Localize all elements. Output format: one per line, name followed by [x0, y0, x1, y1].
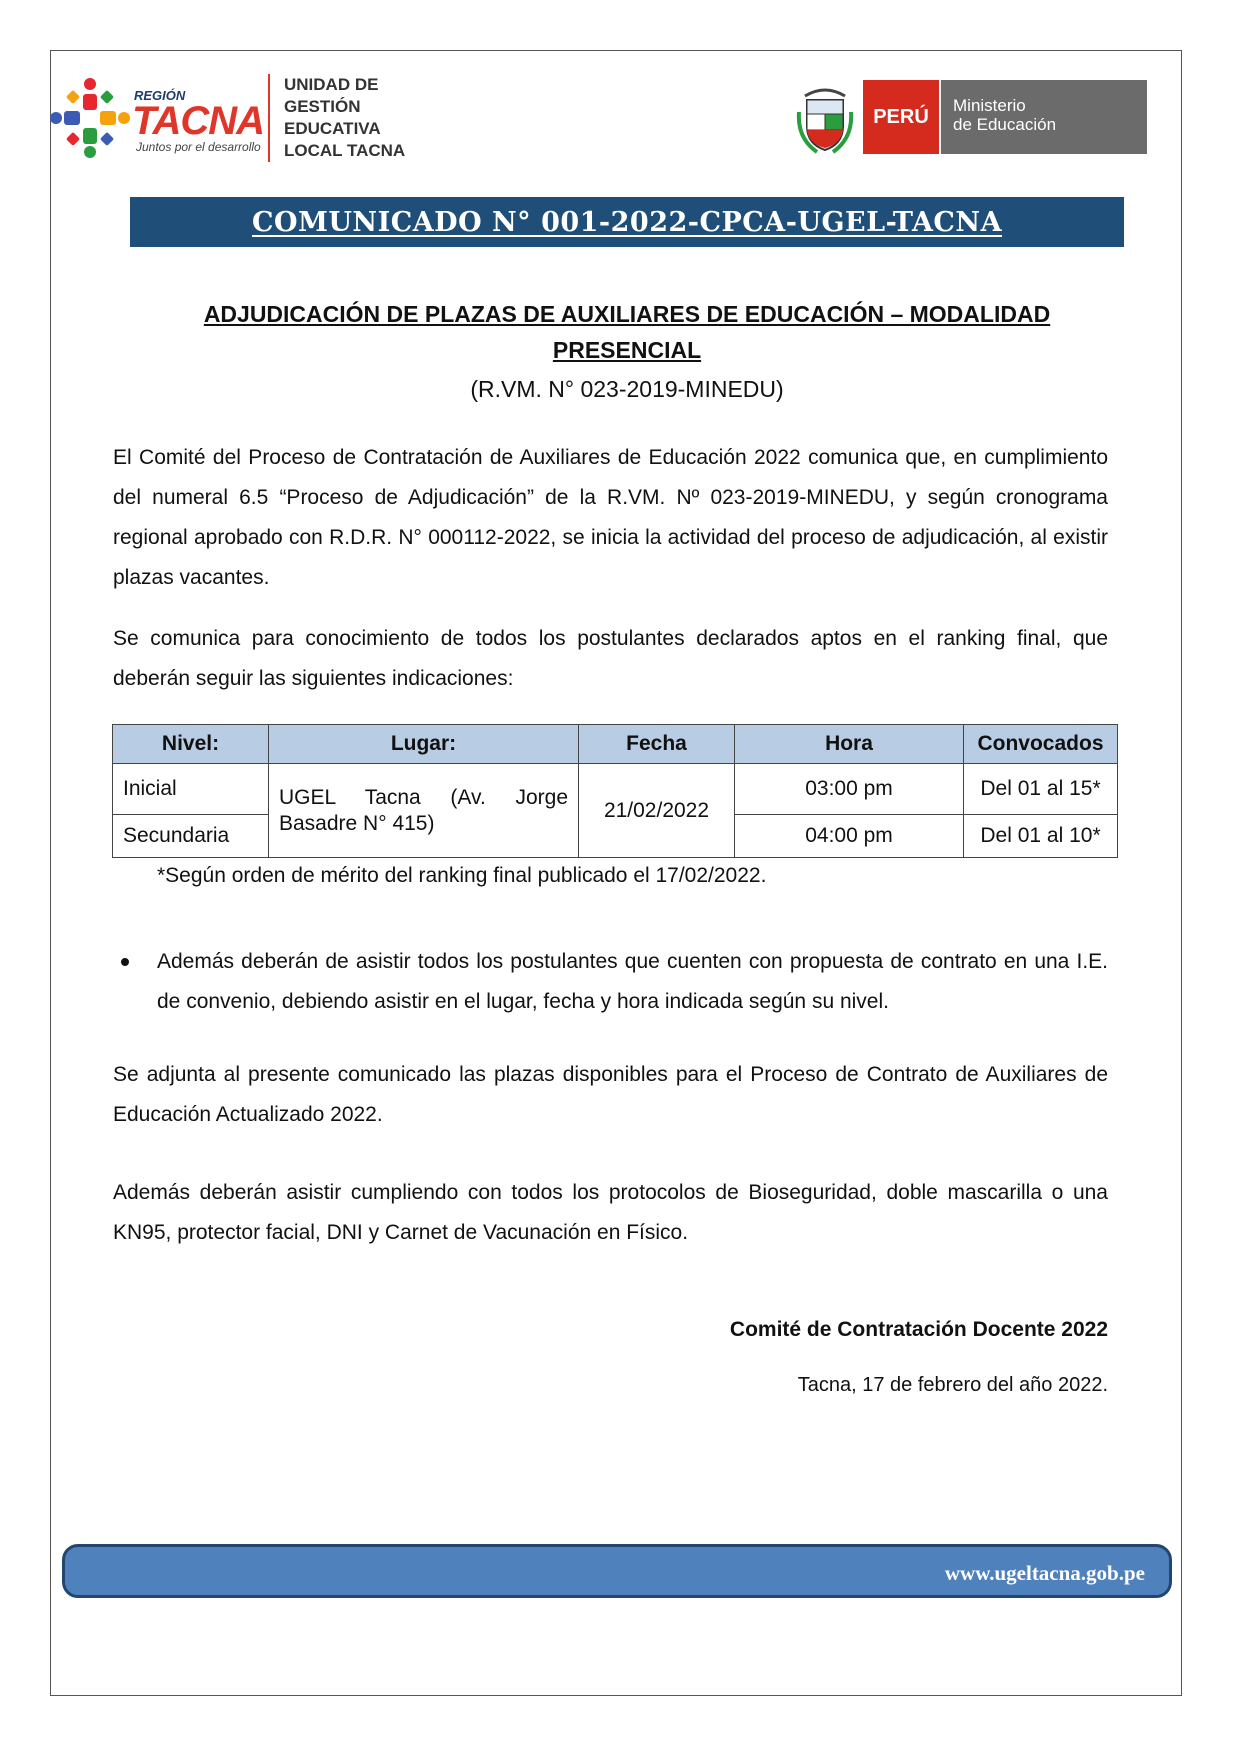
document-subtitle — [130, 296, 1124, 368]
convocados-cell: Del 01 al 15* — [964, 764, 1118, 815]
header-convocados: Convocados — [964, 725, 1118, 764]
nivel-cell: Secundaria — [113, 815, 269, 858]
table-header-row — [113, 725, 1118, 764]
peru-label: PERÚ — [863, 80, 939, 154]
table-footnote: *Según orden de mérito del ranking final publicado el 17/02/2022. — [157, 864, 767, 887]
hora-cell: 03:00 pm — [735, 764, 964, 815]
website-link[interactable]: www.ugeltacna.gob.pe — [944, 1561, 1145, 1585]
hora-cell: 04:00 pm — [735, 815, 964, 858]
convocados-cell: Del 01 al 10* — [964, 815, 1118, 858]
title-banner — [130, 197, 1124, 247]
notice-paragraph: Se comunica para conocimiento de todos los postulantes declarados aptos en el ranking final, que deberán seguir las siguientes indicaciones: — [113, 627, 1108, 690]
minedu-logo — [795, 78, 1145, 154]
place-date: Tacna, 17 de febrero del año 2022. — [797, 1374, 1108, 1396]
header-lugar: Lugar: — [269, 725, 579, 764]
bullet-icon — [121, 958, 129, 966]
region-label: REGIÓN — [134, 88, 186, 103]
ugel-name: UNIDAD DE GESTIÓN EDUCATIVA LOCAL TACNA — [284, 75, 406, 160]
subtitle-line-1: ADJUDICACIÓN DE PLAZAS DE AUXILIARES DE EDUCACIÓN – MODALIDAD — [203, 301, 1051, 327]
fecha-cell: 21/02/2022 — [579, 764, 735, 858]
table-row — [113, 764, 1118, 815]
signature: Comité de Contratación Docente 2022 — [729, 1318, 1108, 1341]
ministry-name: Ministerio de Educación — [941, 80, 1147, 154]
subtitle-line-2: PRESENCIAL — [552, 337, 702, 363]
bullet-item — [113, 942, 1108, 1022]
region-name: TACNA — [132, 99, 265, 143]
bullet-text: Además deberán de asistir todos los postulantes que cuenten con propuesta de contrato en una I.E. de convenio, debiendo asistir en el lugar, fecha y hora indicada según su nivel. — [157, 950, 1108, 1013]
protocols-paragraph: Además deberán asistir cumpliendo con todos los protocolos de Bioseguridad, doble mascarilla o una KN95, protector facial, DNI y Carnet de Vacunación en Físico. — [113, 1181, 1108, 1244]
schedule-table — [112, 724, 1118, 858]
intro-paragraph: El Comité del Proceso de Contratación de Auxiliares de Educación 2022 comunica que, en cumplimiento del numeral 6.5 “Proceso de Adjudicación” de la R.VM. Nº 023-2019-MINEDU, y según cronograma regional aprobado con R.D.R. N° 000112-2022, se inicia la actividad del proceso de adjudicación, al existir plazas vacantes. — [113, 446, 1108, 589]
attachment-paragraph: Se adjunta al presente comunicado las plazas disponibles para el Proceso de Contrato de Auxiliares de Educación Actualizado 2022. — [113, 1063, 1108, 1126]
header-hora: Hora — [735, 725, 964, 764]
nivel-cell: Inicial — [113, 764, 269, 815]
national-shield-icon — [795, 82, 855, 154]
footer-bar — [62, 1544, 1172, 1598]
header-nivel: Nivel: — [113, 725, 269, 764]
region-star-icon — [44, 72, 136, 164]
region-tacna-logo — [44, 70, 414, 170]
lugar-cell: UGEL Tacna (Av. Jorge Basadre N° 415) — [269, 764, 579, 858]
resolution-reference: (R.VM. N° 023-2019-MINEDU) — [470, 376, 784, 402]
region-tagline: Juntos por el desarrollo — [136, 140, 261, 154]
document-title: COMUNICADO N° 001-2022-CPCA-UGEL-TACNA — [251, 206, 1003, 238]
logo-divider — [268, 74, 270, 162]
header-fecha: Fecha — [579, 725, 735, 764]
